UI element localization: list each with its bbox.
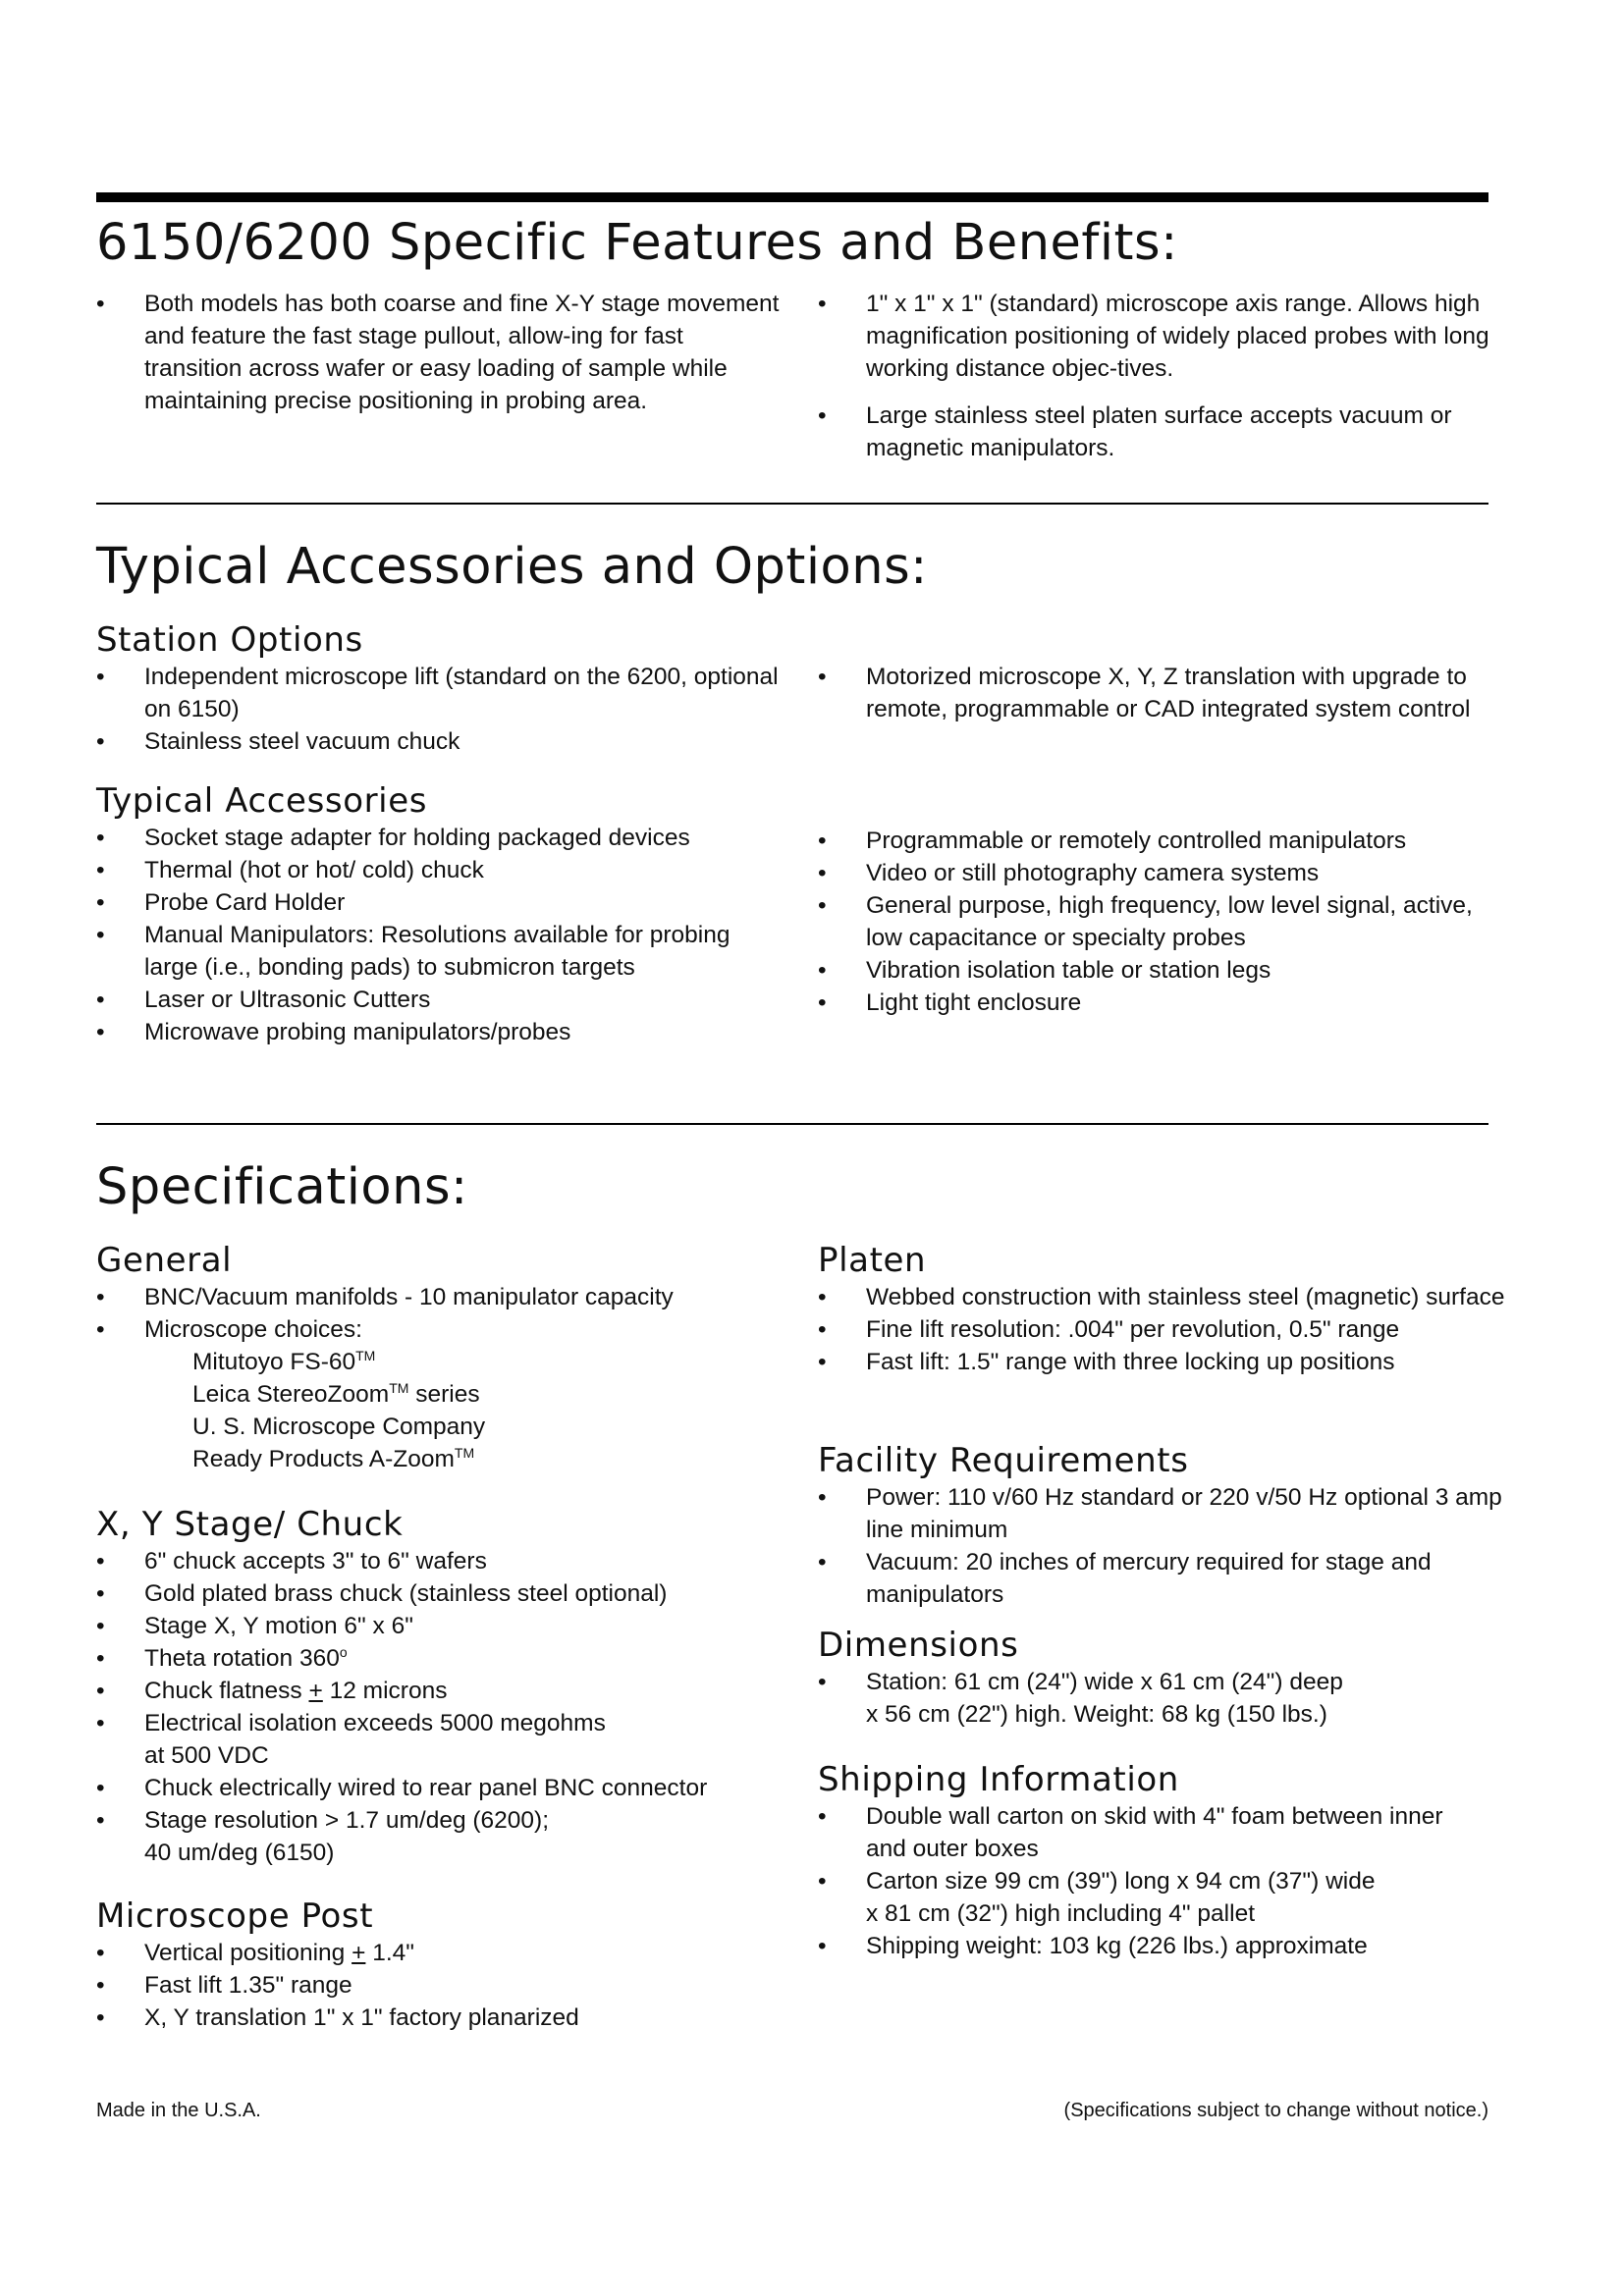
list-item: • Station: 61 cm (24") wide x 61 cm (24") deep x 56 cm (22") high. Weight: 68 kg (150 lbs.)	[818, 1666, 1505, 1731]
list-item: • Carton size 99 cm (39") long x 94 cm (37") wide x 81 cm (32") high including 4" pallet	[818, 1865, 1466, 1930]
typical-accessories-right	[818, 825, 1505, 1019]
feature-item: • 1" x 1" x 1" (standard) microscope axis range. Allows high magnification positioning of widely placed probes with long working distance objec-tives.	[818, 288, 1505, 385]
dimensions-list	[818, 1666, 1505, 1731]
microscope-post-heading: Microscope Post	[96, 1896, 374, 1936]
station-options-left	[96, 661, 784, 758]
shipping-list	[818, 1800, 1466, 1962]
list-item: • Chuck electrically wired to rear panel BNC connector	[96, 1772, 803, 1804]
section-rule	[96, 503, 1488, 505]
general-list	[96, 1281, 784, 1475]
list-item: • Fast lift: 1.5" range with three locking up positions	[818, 1346, 1505, 1378]
list-item: • Probe Card Holder	[96, 886, 784, 919]
list-item: • BNC/Vacuum manifolds - 10 manipulator capacity	[96, 1281, 784, 1313]
platen-list	[818, 1281, 1505, 1378]
features-title: 6150/6200 Specific Features and Benefits:	[96, 214, 1178, 272]
stage-chuck-heading: X, Y Stage/ Chuck	[96, 1505, 404, 1544]
facility-list	[818, 1481, 1505, 1611]
list-item: • Vacuum: 20 inches of mercury required for stage and manipulators	[818, 1546, 1505, 1611]
list-item: • Vibration isolation table or station legs	[818, 954, 1505, 987]
typical-accessories-left	[96, 822, 784, 1048]
list-item: • Stainless steel vacuum chuck	[96, 725, 784, 758]
list-item: • X, Y translation 1" x 1" factory planarized	[96, 2002, 784, 2034]
features-right-column	[818, 288, 1505, 479]
microscope-choice: Ready Products A-Zoom™	[192, 1445, 475, 1472]
station-options-right	[818, 661, 1505, 725]
top-thick-rule	[96, 192, 1488, 202]
feature-item: • Both models has both coarse and fine X-Y stage movement and feature the fast stage pullout, allow-ing for fast transition across wafer or easy loading of sample while maintaining precise positioning in probing area.	[96, 288, 784, 417]
list-item: • Socket stage adapter for holding packaged devices	[96, 822, 784, 854]
list-item: • 6" chuck accepts 3" to 6" wafers	[96, 1545, 803, 1577]
list-item: • Double wall carton on skid with 4" foam between inner and outer boxes	[818, 1800, 1466, 1865]
list-item: • Power: 110 v/60 Hz standard or 220 v/50 Hz optional 3 amp line minimum	[818, 1481, 1505, 1546]
station-options-heading: Station Options	[96, 620, 363, 660]
list-item: • Motorized microscope X, Y, Z translation with upgrade to remote, programmable or CAD integrated system control	[818, 661, 1505, 725]
list-item: • Fine lift resolution: .004" per revolution, 0.5" range	[818, 1313, 1505, 1346]
specs-notice: (Specifications subject to change without notice.)	[1063, 2100, 1488, 2121]
list-item: • Manual Manipulators: Resolutions available for probing large (i.e., bonding pads) to submicron targets	[96, 919, 784, 984]
specifications-title: Specifications:	[96, 1158, 468, 1216]
feature-item: • Large stainless steel platen surface accepts vacuum or magnetic manipulators.	[818, 400, 1505, 464]
list-item: • Stage resolution > 1.7 um/deg (6200); 40 um/deg (6150)	[96, 1804, 803, 1869]
list-item: • Video or still photography camera systems	[818, 857, 1505, 889]
stage-chuck-list	[96, 1545, 803, 1869]
list-item: • Independent microscope lift (standard on the 6200, optional on 6150)	[96, 661, 784, 725]
features-left-column	[96, 288, 784, 417]
microscope-choice: Leica StereoZoom™ series	[192, 1380, 480, 1408]
list-item: • Stage X, Y motion 6" x 6"	[96, 1610, 803, 1642]
list-item: • Light tight enclosure	[818, 987, 1505, 1019]
made-in-usa: Made in the U.S.A.	[96, 2100, 261, 2121]
general-heading: General	[96, 1241, 233, 1280]
list-item: • Webbed construction with stainless steel (magnetic) surface	[818, 1281, 1505, 1313]
section-rule	[96, 1123, 1488, 1125]
list-item: • Laser or Ultrasonic Cutters	[96, 984, 784, 1016]
list-item: • Electrical isolation exceeds 5000 megohms at 500 VDC	[96, 1707, 803, 1772]
microscope-choice: U. S. Microscope Company	[192, 1414, 486, 1440]
platen-heading: Platen	[818, 1241, 927, 1280]
list-item: • Programmable or remotely controlled manipulators	[818, 825, 1505, 857]
list-item: • Fast lift 1.35" range	[96, 1969, 784, 2002]
accessories-title: Typical Accessories and Options:	[96, 538, 928, 596]
microscope-post-list	[96, 1937, 784, 2034]
list-item: • Chuck flatness + 12 microns	[96, 1675, 803, 1707]
microscope-choice: Mitutoyo FS-60™	[192, 1348, 376, 1375]
list-item: • General purpose, high frequency, low level signal, active, low capacitance or specialty probes	[818, 889, 1505, 954]
list-item: • Microscope choices: Mitutoyo FS-60™ Leica StereoZoom™ series U. S. Microscope Company Ready Products A-Zoom™	[96, 1313, 784, 1475]
typical-accessories-heading: Typical Accessories	[96, 781, 428, 821]
list-item: • Vertical positioning + 1.4"	[96, 1937, 784, 1969]
shipping-heading: Shipping Information	[818, 1760, 1179, 1799]
list-item: • Theta rotation 360$^o$	[96, 1642, 803, 1675]
list-item: • Microwave probing manipulators/probes	[96, 1016, 784, 1048]
list-item: • Shipping weight: 103 kg (226 lbs.) approximate	[818, 1930, 1466, 1962]
list-item: • Gold plated brass chuck (stainless steel optional)	[96, 1577, 803, 1610]
facility-heading: Facility Requirements	[818, 1441, 1189, 1480]
dimensions-heading: Dimensions	[818, 1626, 1019, 1665]
list-item: • Thermal (hot or hot/ cold) chuck	[96, 854, 784, 886]
